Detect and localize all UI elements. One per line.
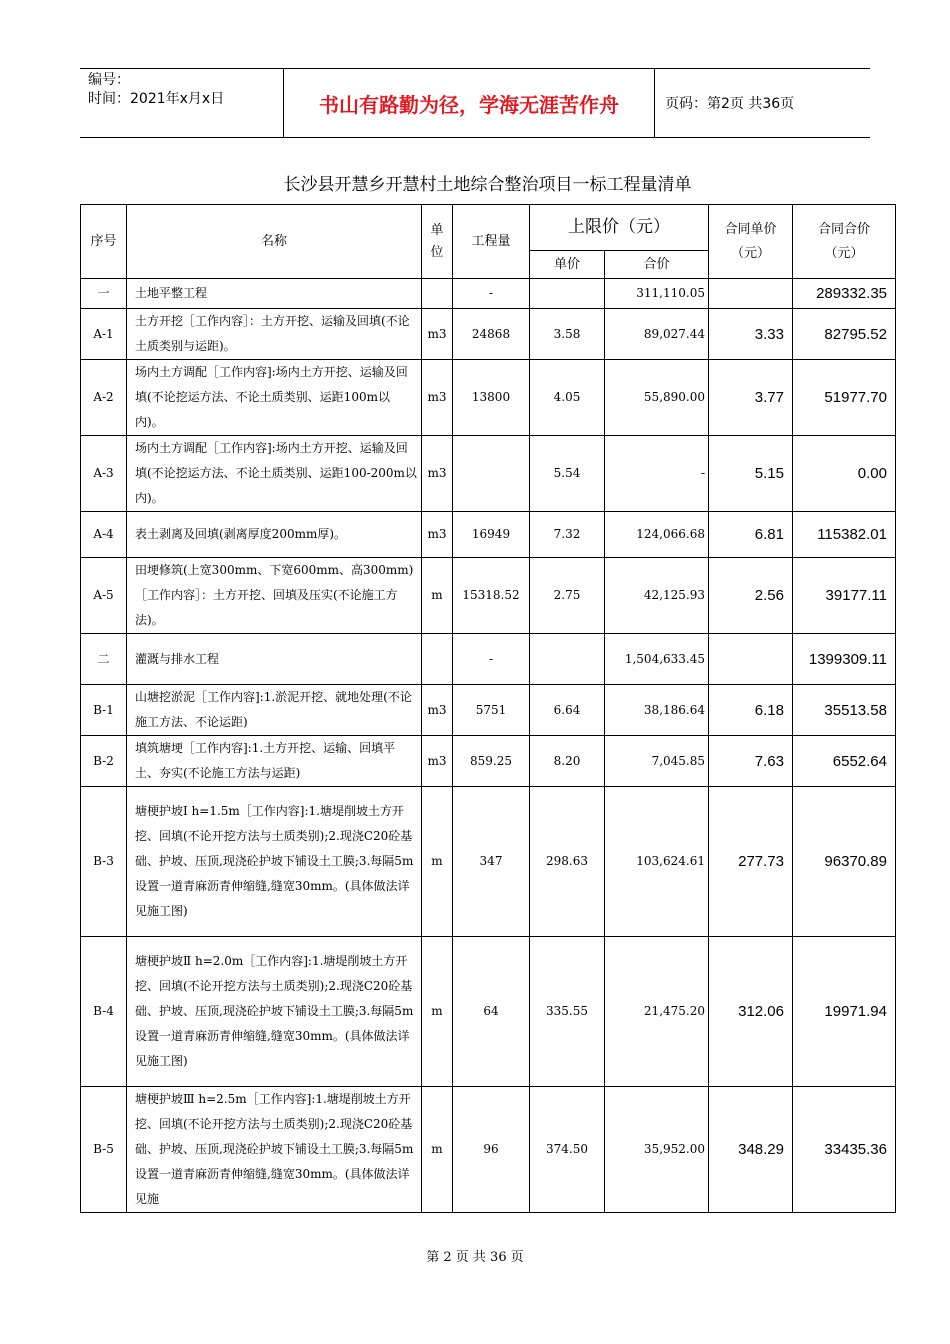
cell-total: 21,475.20 bbox=[605, 937, 709, 1087]
cell-unit-price: 3.58 bbox=[530, 309, 605, 360]
table-row bbox=[81, 937, 896, 1087]
cell-unit bbox=[422, 634, 453, 685]
cell-qty: - bbox=[453, 279, 530, 309]
header-unit: 单 位 bbox=[422, 205, 453, 279]
cell-contract-unit-price: 312.06 bbox=[709, 937, 793, 1087]
table-row bbox=[81, 736, 896, 787]
cell-name: 填筑塘埂［工作内容]:1.土方开挖、运输、回填平土、夯实(不论施工方法与运距) bbox=[127, 736, 422, 787]
header-name: 名称 bbox=[127, 205, 422, 279]
cell-qty: 15318.52 bbox=[453, 558, 530, 634]
cell-name: 场内土方调配［工作内容]:场内土方开挖、运输及回填(不论挖运方法、不论土质类别、运距100m以内)。 bbox=[127, 360, 422, 436]
cell-unit-price: 6.64 bbox=[530, 685, 605, 736]
cell-unit: m3 bbox=[422, 309, 453, 360]
cell-contract-unit-price bbox=[709, 279, 793, 309]
cell-total: 1,504,633.45 bbox=[605, 634, 709, 685]
cell-seq: B-2 bbox=[81, 736, 127, 787]
cell-contract-unit-price: 6.81 bbox=[709, 512, 793, 558]
cell-total: 42,125.93 bbox=[605, 558, 709, 634]
cell-unit-price: 335.55 bbox=[530, 937, 605, 1087]
cell-seq: A-1 bbox=[81, 309, 127, 360]
cell-contract-unit-price: 348.29 bbox=[709, 1087, 793, 1213]
cell-name: 塘梗护坡Ⅲ h=2.5m［工作内容]:1.塘堤削坡土方开挖、回填(不论开挖方法与土质类别);2.现浇C20砼基础、护坡、压顶,现浇砼护坡下铺设土工膜;3.每隔5m设置一道青麻沥青伸缩缝,缝宽30mm。(具体做法详见施 bbox=[127, 1087, 422, 1213]
cell-name: 表土剥离及回填(剥离厚度200mm厚)。 bbox=[127, 512, 422, 558]
cell-unit: m3 bbox=[422, 436, 453, 512]
cell-unit: m bbox=[422, 787, 453, 937]
cell-name: 土方开挖［工作内容］：土方开挖、运输及回填(不论土质类别与运距)。 bbox=[127, 309, 422, 360]
cell-unit-price: 4.05 bbox=[530, 360, 605, 436]
cell-contract-unit-price: 2.56 bbox=[709, 558, 793, 634]
cell-total: 89,027.44 bbox=[605, 309, 709, 360]
cell-seq: B-5 bbox=[81, 1087, 127, 1213]
cell-seq: 一 bbox=[81, 279, 127, 309]
cell-qty: 96 bbox=[453, 1087, 530, 1213]
slogan: 书山有路勤为径，学海无涯苦作舟 bbox=[283, 69, 655, 137]
cell-unit: m3 bbox=[422, 360, 453, 436]
cell-unit: m3 bbox=[422, 685, 453, 736]
cell-contract-total: 115382.01 bbox=[793, 512, 896, 558]
table-row bbox=[81, 558, 896, 634]
cell-seq: A-2 bbox=[81, 360, 127, 436]
cell-unit-price: 5.54 bbox=[530, 436, 605, 512]
cell-contract-total: 39177.11 bbox=[793, 558, 896, 634]
cell-seq: B-1 bbox=[81, 685, 127, 736]
cell-unit-price: 298.63 bbox=[530, 787, 605, 937]
cell-unit-price: 8.20 bbox=[530, 736, 605, 787]
header-qty: 工程量 bbox=[453, 205, 530, 279]
cell-contract-total: 0.00 bbox=[793, 436, 896, 512]
cell-unit-price: 7.32 bbox=[530, 512, 605, 558]
cell-contract-total: 35513.58 bbox=[793, 685, 896, 736]
cell-total: 124,066.68 bbox=[605, 512, 709, 558]
table-row bbox=[81, 436, 896, 512]
cell-contract-total: 51977.70 bbox=[793, 360, 896, 436]
cell-total: - bbox=[605, 436, 709, 512]
cell-unit-price bbox=[530, 279, 605, 309]
cell-total: 55,890.00 bbox=[605, 360, 709, 436]
cell-unit: m bbox=[422, 558, 453, 634]
cell-name: 山塘挖淤泥［工作内容]:1.淤泥开挖、就地处理(不论施工方法、不论运距) bbox=[127, 685, 422, 736]
quantity-table bbox=[80, 204, 896, 1213]
cell-unit bbox=[422, 279, 453, 309]
header-contract-unit-price: 合同单价 （元） bbox=[709, 205, 793, 279]
cell-qty: 347 bbox=[453, 787, 530, 937]
cell-contract-unit-price: 6.18 bbox=[709, 685, 793, 736]
cell-qty: 64 bbox=[453, 937, 530, 1087]
cell-unit: m3 bbox=[422, 512, 453, 558]
cell-name: 灌溉与排水工程 bbox=[127, 634, 422, 685]
cell-contract-unit-price: 5.15 bbox=[709, 436, 793, 512]
cell-unit-price bbox=[530, 634, 605, 685]
cell-unit-price: 2.75 bbox=[530, 558, 605, 634]
cell-total: 35,952.00 bbox=[605, 1087, 709, 1213]
table-row bbox=[81, 787, 896, 937]
header-total: 合价 bbox=[605, 251, 709, 279]
header-unit-price: 单价 bbox=[530, 251, 605, 279]
page-header bbox=[80, 68, 870, 138]
cell-contract-total: 1399309.11 bbox=[793, 634, 896, 685]
cell-unit: m bbox=[422, 937, 453, 1087]
header-contract-total: 合同合价 （元） bbox=[793, 205, 896, 279]
cell-seq: B-3 bbox=[81, 787, 127, 937]
cell-total: 311,110.05 bbox=[605, 279, 709, 309]
cell-qty bbox=[453, 436, 530, 512]
cell-contract-unit-price: 3.77 bbox=[709, 360, 793, 436]
document-title: 长沙县开慧乡开慧村土地综合整治项目一标工程量清单 bbox=[283, 175, 692, 195]
cell-contract-total: 289332.35 bbox=[793, 279, 896, 309]
cell-name: 塘梗护坡Ⅱ h=2.0m［工作内容]:1.塘堤削坡土方开挖、回填(不论开挖方法与土质类别);2.现浇C20砼基础、护坡、压顶,现浇砼护坡下铺设土工膜;3.每隔5m设置一道青麻沥青伸缩缝,缝宽30mm。(具体做法详见施工图) bbox=[127, 937, 422, 1087]
cell-qty: 859.25 bbox=[453, 736, 530, 787]
cell-qty: 16949 bbox=[453, 512, 530, 558]
cell-contract-unit-price: 7.63 bbox=[709, 736, 793, 787]
cell-unit-price: 374.50 bbox=[530, 1087, 605, 1213]
cell-total: 103,624.61 bbox=[605, 787, 709, 937]
cell-total: 38,186.64 bbox=[605, 685, 709, 736]
cell-name: 塘梗护坡Ⅰ h=1.5m［工作内容]:1.塘堤削坡土方开挖、回填(不论开挖方法与土质类别);2.现浇C20砼基础、护坡、压顶,现浇砼护坡下铺设土工膜;3.每隔5m设置一道青麻沥青伸缩缝,缝宽30mm。(具体做法详见施工图) bbox=[127, 787, 422, 937]
cell-name: 土地平整工程 bbox=[127, 279, 422, 309]
table-row bbox=[81, 634, 896, 685]
cell-qty: - bbox=[453, 634, 530, 685]
cell-contract-total: 19971.94 bbox=[793, 937, 896, 1087]
date-line: 时间：2021年x月x日 bbox=[88, 91, 225, 107]
code-label: 编号： bbox=[88, 72, 130, 88]
cell-qty: 24868 bbox=[453, 309, 530, 360]
cell-name: 场内土方调配［工作内容]:场内土方开挖、运输及回填(不论挖运方法、不论土质类别、运距100-200m以内)。 bbox=[127, 436, 422, 512]
cell-name: 田埂修筑(上宽300mm、下宽600mm、高300mm)［工作内容］：土方开挖、回填及压实(不论施工方法)。 bbox=[127, 558, 422, 634]
cell-contract-total: 33435.36 bbox=[793, 1087, 896, 1213]
cell-unit: m bbox=[422, 1087, 453, 1213]
cell-qty: 13800 bbox=[453, 360, 530, 436]
cell-contract-unit-price bbox=[709, 634, 793, 685]
header-seq: 序号 bbox=[81, 205, 127, 279]
cell-contract-total: 82795.52 bbox=[793, 309, 896, 360]
cell-unit: m3 bbox=[422, 736, 453, 787]
table-row bbox=[81, 685, 896, 736]
table-row bbox=[81, 309, 896, 360]
table-row bbox=[81, 512, 896, 558]
cell-contract-total: 6552.64 bbox=[793, 736, 896, 787]
header-limit-price: 上限价（元） bbox=[530, 205, 709, 251]
cell-seq: A-5 bbox=[81, 558, 127, 634]
cell-total: 7,045.85 bbox=[605, 736, 709, 787]
cell-seq: A-3 bbox=[81, 436, 127, 512]
table-row bbox=[81, 279, 896, 309]
cell-seq: 二 bbox=[81, 634, 127, 685]
table-row bbox=[81, 360, 896, 436]
cell-contract-total: 96370.89 bbox=[793, 787, 896, 937]
cell-contract-unit-price: 277.73 bbox=[709, 787, 793, 937]
header-meta bbox=[80, 69, 283, 137]
cell-contract-unit-price: 3.33 bbox=[709, 309, 793, 360]
cell-seq: B-4 bbox=[81, 937, 127, 1087]
table-row bbox=[81, 1087, 896, 1213]
cell-qty: 5751 bbox=[453, 685, 530, 736]
cell-seq: A-4 bbox=[81, 512, 127, 558]
page-footer: 第 2 页 共 36 页 bbox=[426, 1250, 524, 1265]
page-info: 页码：第2页 共36页 bbox=[665, 96, 795, 112]
